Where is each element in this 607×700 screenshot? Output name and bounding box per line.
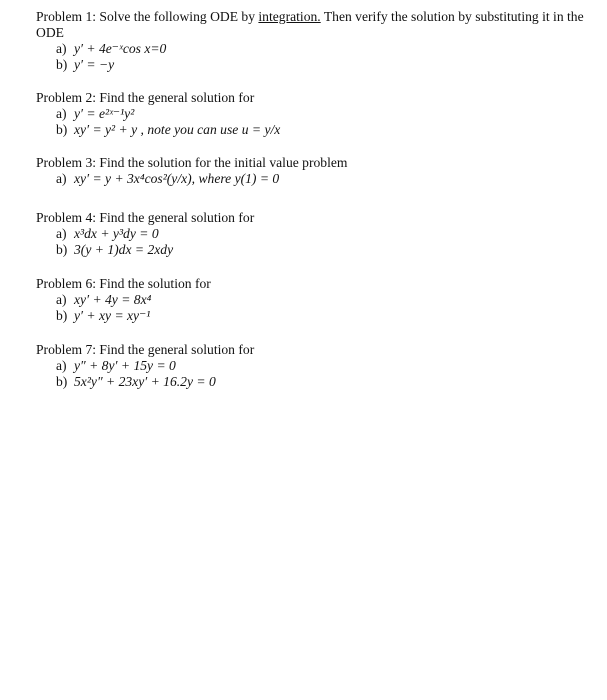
problem-1-heading <box>36 9 588 41</box>
equation: y′ + 4e⁻ˣcos x=0 <box>74 41 167 56</box>
problem-7b <box>56 374 254 390</box>
integration-link: integration. <box>258 9 321 24</box>
equation: 5x²y″ + 23xy′ + 16.2y = 0 <box>74 374 216 389</box>
problem-7-heading: Problem 7: Find the general solution for <box>36 342 255 357</box>
equation: xy′ = y² + y , note you can use u = y/x <box>74 122 281 137</box>
equation: y′ = e²ˣ⁻¹y² <box>74 106 135 121</box>
equation: xy′ = y + 3x⁴cos²(y/x), where y(1) = 0 <box>74 171 280 186</box>
item-label: b) <box>56 57 68 72</box>
problem-4 <box>36 210 254 258</box>
item-label: a) <box>56 106 67 121</box>
item-label: a) <box>56 226 67 241</box>
problem-1b <box>56 57 588 73</box>
problem-2a <box>56 106 280 122</box>
item-label: a) <box>56 358 67 373</box>
problem-6a <box>56 292 211 308</box>
item-label: a) <box>56 41 67 56</box>
problem-7 <box>36 342 254 390</box>
equation: y″ + 8y′ + 15y = 0 <box>74 358 176 373</box>
problem-6b <box>56 308 211 324</box>
problem-1-heading-suffix: Then verify the solution by substituting it in the ODE <box>36 9 584 40</box>
equation: y′ + xy = xy⁻¹ <box>74 308 151 323</box>
problem-4a <box>56 226 254 242</box>
equation: x³dx + y³dy = 0 <box>74 226 159 241</box>
problem-2b <box>56 122 280 138</box>
item-label: b) <box>56 242 68 257</box>
problem-4b <box>56 242 254 258</box>
problem-1 <box>36 9 588 73</box>
item-label: a) <box>56 171 67 186</box>
item-label: b) <box>56 374 68 389</box>
problem-1a <box>56 41 588 57</box>
problem-2 <box>36 90 280 138</box>
equation: y′ = −y <box>74 57 115 72</box>
problem-3 <box>36 155 347 187</box>
problem-7a <box>56 358 254 374</box>
item-label: b) <box>56 308 68 323</box>
problem-6-heading: Problem 6: Find the solution for <box>36 276 211 291</box>
equation: xy′ + 4y = 8x⁴ <box>74 292 152 307</box>
problem-3-heading: Problem 3: Find the solution for the initial value problem <box>36 155 348 170</box>
problem-2-heading: Problem 2: Find the general solution for <box>36 90 255 105</box>
item-label: a) <box>56 292 67 307</box>
problem-3a <box>56 171 347 187</box>
problem-1-heading-text: Problem 1: Solve the following ODE by <box>36 9 259 24</box>
problem-4-heading: Problem 4: Find the general solution for <box>36 210 255 225</box>
problem-6 <box>36 276 211 324</box>
item-label: b) <box>56 122 68 137</box>
equation: 3(y + 1)dx = 2xdy <box>74 242 174 257</box>
